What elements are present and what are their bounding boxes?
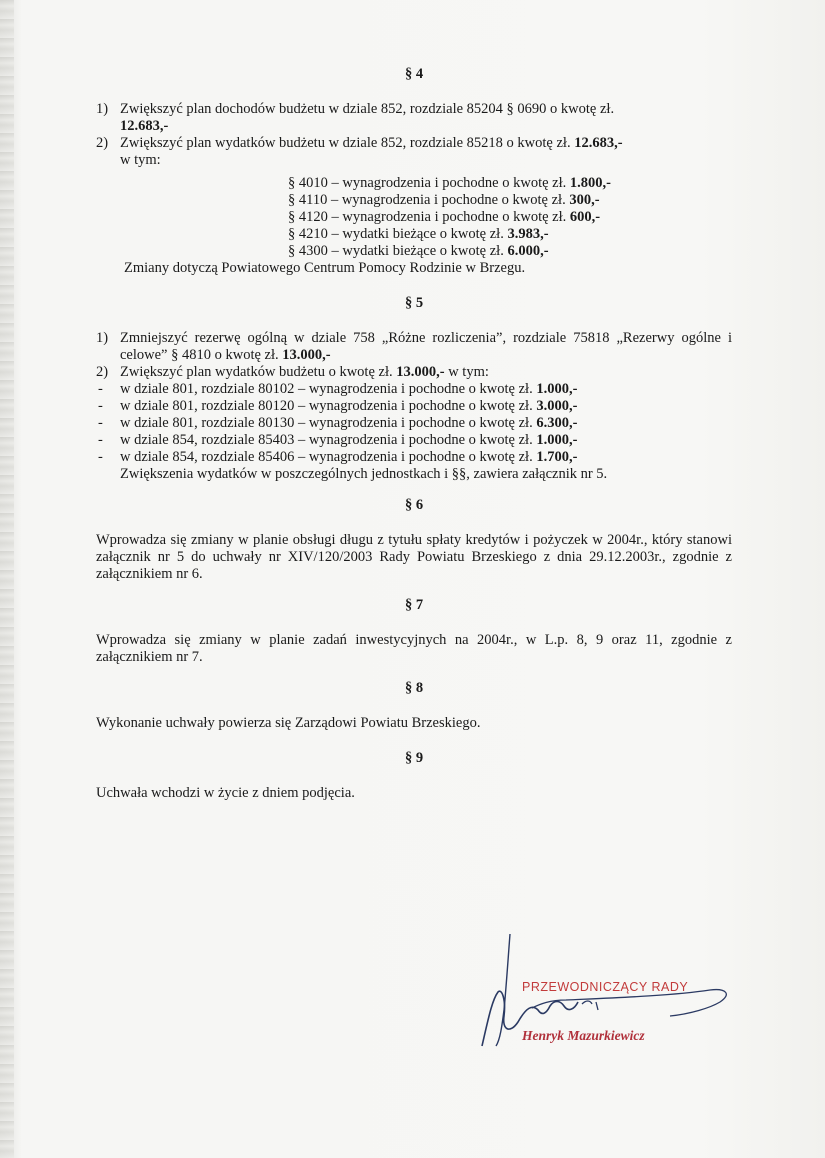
signature-title: PRZEWODNICZĄCY RADY [522, 980, 689, 994]
s5-dash-item: - w dziale 854, rozdziale 85406 – wynagrodzenia i pochodne o kwotę zł. 1.700,- [98, 449, 578, 465]
section-9-heading: § 9 [404, 750, 424, 766]
document-body [96, 66, 732, 802]
s4-subline: § 4010 – wynagrodzenia i pochodne o kwotę zł. 1.800,- [288, 175, 611, 191]
s7-paragraph: Wprowadza się zmiany w planie zadań inwestycyjnych na 2004r., w L.p. 8, 9 oraz 11, zgodnie z załącznikiem nr 7. [96, 632, 732, 665]
scan-edge [0, 0, 14, 1158]
s5-dash-item: - w dziale 854, rozdziale 85403 – wynagrodzenia i pochodne o kwotę zł. 1.000,- [98, 432, 578, 448]
s5-note: Zwiększenia wydatków w poszczególnych jednostkach i §§, zawiera załącznik nr 5. [120, 466, 608, 482]
signature-name: Henryk Mazurkiewicz [522, 1028, 645, 1043]
s9-paragraph: Uchwała wchodzi w życie z dniem podjęcia. [96, 785, 355, 801]
s4-item-1: 1) Zwiększyć plan dochodów budżetu w dziale 852, rozdziale 85204 § 0690 o kwotę zł. 12.683,- [96, 101, 615, 134]
section-4-heading: § 4 [404, 66, 424, 82]
s4-item-2: 2) Zwiększyć plan wydatków budżetu w dziale 852, rozdziale 85218 o kwotę zł. 12.683,- w tym: [96, 135, 623, 168]
section-5-heading: § 5 [404, 295, 424, 311]
s5-item-1: 1) Zmniejszyć rezerwę ogólną w dziale 758 „Różne rozliczenia”, rozdziale 75818 „Rezerwy ogólne i celowe” § 4810 o kwotę zł. 13.000,- [96, 330, 732, 363]
s4-subline: § 4110 – wynagrodzenia i pochodne o kwotę zł. 300,- [288, 192, 600, 208]
section-8-heading: § 8 [404, 680, 424, 696]
s5-dash-item: - w dziale 801, rozdziale 80102 – wynagrodzenia i pochodne o kwotę zł. 1.000,- [98, 381, 578, 397]
s4-note: Zmiany dotyczą Powiatowego Centrum Pomocy Rodzinie w Brzegu. [124, 260, 526, 276]
s4-subline: § 4210 – wydatki bieżące o kwotę zł. 3.983,- [288, 226, 549, 242]
s5-dash-item: - w dziale 801, rozdziale 80130 – wynagrodzenia i pochodne o kwotę zł. 6.300,- [98, 415, 578, 431]
s6-paragraph: Wprowadza się zmiany w planie obsługi długu z tytułu spłaty kredytów i pożyczek w 2004r., który stanowi załącznik nr 5 do uchwały nr XIV/120/2003 Rady Powiatu Brzeskiego z dnia 29.12.2003r., zgodnie z załącznikiem nr 6. [96, 532, 732, 582]
section-7-heading: § 7 [404, 597, 424, 613]
s8-paragraph: Wykonanie uchwały powierza się Zarządowi Powiatu Brzeskiego. [96, 715, 481, 731]
s4-subline: § 4300 – wydatki bieżące o kwotę zł. 6.000,- [288, 243, 549, 259]
section-6-heading: § 6 [404, 497, 424, 513]
s5-item-2: 2) Zwiększyć plan wydatków budżetu o kwotę zł. 13.000,- w tym: [96, 364, 489, 380]
s4-subline: § 4120 – wynagrodzenia i pochodne o kwotę zł. 600,- [288, 209, 601, 225]
s5-dash-item: - w dziale 801, rozdziale 80120 – wynagrodzenia i pochodne o kwotę zł. 3.000,- [98, 398, 578, 414]
signature-block [470, 930, 730, 1050]
